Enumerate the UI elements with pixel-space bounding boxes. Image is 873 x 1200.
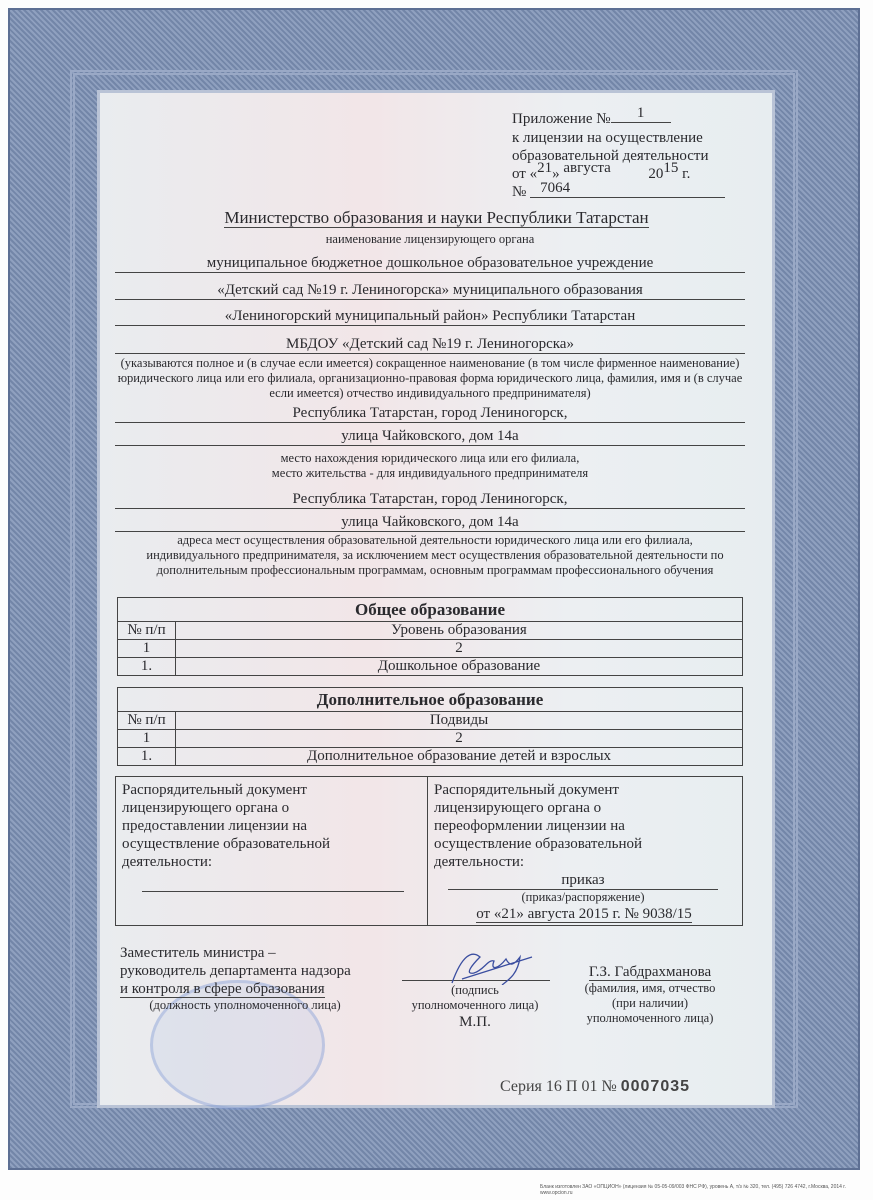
- signature-caption-line1: (подпись: [451, 983, 499, 997]
- year: 15: [663, 160, 679, 176]
- cell: 1: [118, 640, 176, 658]
- quote: »: [552, 166, 560, 182]
- name-caption2: (при наличии): [611, 996, 689, 1010]
- col-level: Уровень образования: [176, 622, 743, 640]
- licensing-authority: Министерство образования и науки Республики Татарстан: [224, 208, 649, 227]
- signature-caption: [395, 983, 555, 1031]
- official-name: Г.З. Габдрахманова: [588, 964, 712, 980]
- year-prefix: 20: [648, 166, 664, 182]
- table-title: Дополнительное образование: [118, 688, 743, 712]
- table-row: [118, 658, 743, 676]
- document-date-number: от «21» августа 2015 г. № 9038/15: [476, 906, 692, 922]
- cell: 2: [176, 730, 743, 748]
- cell: 1.: [118, 658, 176, 676]
- appendix-line3: образовательной деятельности: [512, 148, 709, 164]
- appendix-line2: к лицензии на осуществление: [512, 130, 703, 146]
- blank-line: [142, 891, 404, 892]
- activity-address-line1: Республика Татарстан, город Лениногорск,: [115, 490, 745, 509]
- cell: Дополнительное образование детей и взрослых: [176, 748, 743, 766]
- entity-short-name: МБДОУ «Детский сад №19 г. Лениногорска»: [115, 335, 745, 354]
- number-label: №: [512, 184, 527, 200]
- location-caption1: место нахождения юридического лица или его филиала,: [280, 451, 580, 465]
- activity-address-caption: адреса мест осуществления образовательной деятельности юридического лица или его филиала, индивидуального предпринимателя, за исключением мест осуществления образовательной деятельности по дополнительным профессиональным программам, основным программам профессионального обучения: [146, 533, 724, 577]
- entity-line3: «Лениногорский муниципальный район» Республики Татарстан: [115, 307, 745, 326]
- entity-line1: муниципальное бюджетное дошкольное образовательное учреждение: [115, 254, 745, 273]
- location-line2: улица Чайковского, дом 14а: [115, 427, 745, 446]
- reissue-document-box: [427, 776, 743, 926]
- from-label: от «: [512, 166, 538, 182]
- series-number: 0007035: [620, 1078, 691, 1095]
- cell: Дошкольное образование: [176, 658, 743, 676]
- entity-caption: (указываются полное и (в случае если имеется) сокращенное наименование (в том числе фирменное наименование) юридического лица или его филиала, организационно-правовая форма юридического лица, фамилия, имя и (в случае если имеется) отчество индивидуального предпринимателя): [117, 356, 743, 400]
- general-education-table: [117, 597, 743, 676]
- name-caption3: уполномоченного лица): [586, 1011, 714, 1025]
- location-caption2: место жительства - для индивидуального предпринимателя: [271, 466, 589, 480]
- document-type: приказ: [448, 871, 718, 890]
- activity-address-line2: улица Чайковского, дом 14а: [115, 513, 745, 532]
- authority-caption: наименование лицензирующего органа: [325, 232, 535, 246]
- position-block: [120, 944, 380, 1013]
- official-name-block: [565, 963, 735, 1026]
- cell: 1.: [118, 748, 176, 766]
- series-block: [500, 1078, 690, 1096]
- appendix-label: Приложение №: [512, 111, 611, 127]
- signature-caption-line2: уполномоченного лица): [411, 998, 539, 1012]
- printer-footer: Бланк изготовлен ЗАО «ОПЦИОН» (лицензия № 05-05-09/003 ФНС РФ), уровень А, т/з № 320, тел. (495) 726 4742, г.Москва, 2014 г. www.opcion.ru: [540, 1184, 846, 1196]
- signature: [402, 945, 550, 981]
- appendix-block: [512, 105, 742, 202]
- seal-place-label: М.П.: [459, 1014, 491, 1030]
- table-header: [118, 712, 743, 730]
- entity-line2: «Детский сад №19 г. Лениногорска» муниципального образования: [115, 281, 745, 300]
- table-header: [118, 622, 743, 640]
- table-row: [118, 640, 743, 658]
- table-title: Общее образование: [118, 598, 743, 622]
- grant-document-text: Распорядительный документ лицензирующего органа о предоставлении лицензии на осуществление образовательной деятельности:: [122, 782, 330, 870]
- appendix-number: 1: [611, 104, 671, 123]
- name-caption1: (фамилия, имя, отчество: [584, 981, 716, 995]
- col-number: № п/п: [118, 712, 176, 730]
- position-caption: (должность уполномоченного лица): [149, 998, 341, 1012]
- additional-education-table: [117, 687, 743, 766]
- location-line1: Республика Татарстан, город Лениногорск,: [115, 404, 745, 423]
- position-line1: Заместитель министра –: [120, 945, 276, 961]
- col-number: № п/п: [118, 622, 176, 640]
- series-label: Серия 16 П 01 №: [500, 1078, 617, 1095]
- year-suffix: г.: [682, 166, 691, 182]
- license-number: 7064: [530, 179, 725, 198]
- month: августа: [563, 160, 611, 176]
- cell: 2: [176, 640, 743, 658]
- table-row: [118, 748, 743, 766]
- position-line2: руководитель департамента надзора: [120, 963, 351, 979]
- table-row: [118, 730, 743, 748]
- document-type-caption: (приказ/распоряжение): [521, 890, 645, 904]
- col-subtype: Подвиды: [176, 712, 743, 730]
- position-line3: и контроля в сфере образования: [120, 981, 325, 997]
- day: 21: [537, 160, 553, 176]
- reissue-document-text: Распорядительный документ лицензирующего органа о переоформлении лицензии на осуществление образовательной деятельности:: [434, 782, 642, 870]
- grant-document-box: [115, 776, 428, 926]
- cell: 1: [118, 730, 176, 748]
